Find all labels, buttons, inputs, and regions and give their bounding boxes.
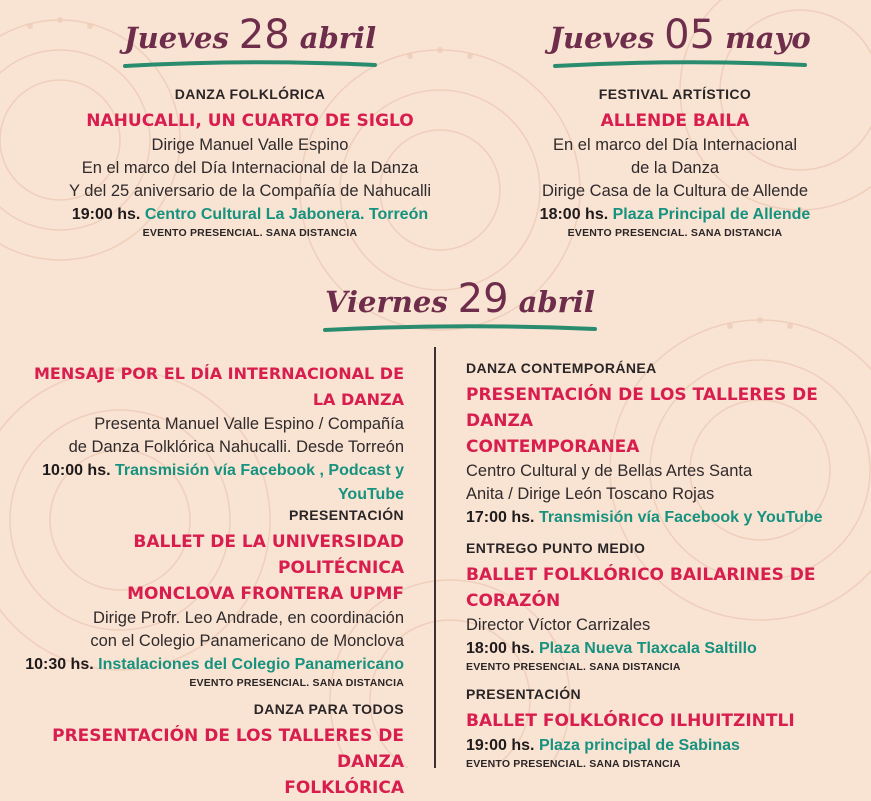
month: abril [299, 21, 377, 55]
event-title: BALLET FOLKLÓRICO ILHUITZINTLI [466, 711, 795, 731]
event-time: 19:00 hs. [466, 737, 535, 754]
month: mayo [725, 21, 811, 55]
event-description-line: de Danza Folklórica Nahucalli. Desde Torreón [68, 438, 404, 456]
event-category: DANZA CONTEMPORÁNEA [466, 360, 657, 376]
event-note: EVENTO PRESENCIAL. SANA DISTANCIA [189, 677, 404, 689]
event-title: ALLENDE BAILA [600, 111, 750, 131]
event-time-venue [466, 506, 856, 530]
day-number: 29 [457, 276, 509, 322]
event-time: 19:00 hs. [71, 206, 141, 223]
event-title: CONTEMPORANEA [466, 437, 640, 457]
event-title: MENSAJE POR EL DÍA INTERNACIONAL DE LA DANZA [33, 364, 404, 409]
event-venue: Transmisión vía Facebook , Podcast y [115, 462, 404, 479]
day-header-thu-28 [110, 12, 390, 70]
event-venue: Plaza Principal de Allende [612, 206, 811, 223]
event-description-line: Centro Cultural y de Bellas Artes Santa [466, 462, 753, 480]
event-title: FOLKLÓRICA [284, 778, 404, 798]
event-description-line: Dirige Casa de la Cultura de Allende [542, 182, 808, 200]
day-number: 28 [238, 12, 290, 58]
column-divider [434, 347, 436, 768]
event-category: PRESENTACIÓN [289, 507, 404, 523]
event-note: EVENTO PRESENCIAL. SANA DISTANCIA [466, 758, 681, 770]
event-time: 10:00 hs. [42, 462, 111, 479]
event-description-line: Director Víctor Carrizales [466, 616, 651, 634]
event-venue: Plaza Nueva Tlaxcala Saltillo [538, 640, 757, 657]
event-title: BALLET FOLKLÓRICO BAILARINES DE CORAZÓN [466, 565, 816, 611]
event-title: BALLET DE LA UNIVERSIDAD POLITÉCNICA [133, 532, 404, 578]
event-category: DANZA FOLKLÓRICA [174, 86, 326, 102]
event-category: ENTREGO PUNTO MEDIO [466, 540, 646, 556]
event-title: PRESENTACIÓN DE LOS TALLERES DE DANZA [466, 385, 818, 431]
event-description-line: con el Colegio Panamericano de Monclova [90, 632, 404, 650]
event-description-line: Dirige Manuel Valle Espino [151, 136, 349, 154]
event-allende-baila [500, 86, 850, 239]
event-category: PRESENTACIÓN [466, 686, 581, 702]
event-venue: Plaza principal de Sabinas [538, 737, 740, 754]
header-underline [120, 58, 380, 70]
event-time-venue [466, 637, 856, 661]
header-underline [550, 58, 810, 70]
event-time: 18:00 hs. [466, 640, 535, 657]
event-title: PRESENTACIÓN DE LOS TALLERES DE DANZA [52, 726, 404, 772]
day-header-text [535, 12, 825, 58]
event-venue-line [20, 483, 404, 507]
event-time: 18:00 hs. [539, 206, 609, 223]
event-description-line: de la Danza [630, 159, 720, 177]
event-category: FESTIVAL ARTÍSTICO [598, 86, 752, 102]
event-venue: Centro Cultural La Jabonera. Torreón [144, 206, 429, 223]
day-header-fri-29 [300, 276, 620, 334]
weekday: Jueves [549, 21, 655, 55]
event-time-venue [466, 734, 856, 758]
event-time: 17:00 hs. [466, 509, 535, 526]
event-description-line: En el marco del Día Internacional [553, 136, 797, 154]
header-underline [320, 322, 600, 334]
event-description-line: Anita / Dirige León Toscano Rojas [466, 485, 715, 503]
event-bailarines-de-corazon [466, 540, 856, 673]
event-time-venue [20, 459, 404, 483]
day-header-thu-05 [535, 12, 825, 70]
event-description-line: Y del 25 aniversario de la Compañía de Nahucalli [68, 182, 431, 200]
event-venue: YouTube [337, 486, 404, 503]
event-venue: Transmisión vía Facebook y YouTube [538, 509, 823, 526]
event-category: DANZA PARA TODOS [253, 701, 404, 717]
event-mensaje [20, 361, 404, 507]
weekday: Viernes [325, 285, 448, 319]
event-time-venue [500, 203, 850, 227]
day-number: 05 [664, 12, 716, 58]
event-note: EVENTO PRESENCIAL. SANA DISTANCIA [142, 227, 358, 239]
event-time-venue [20, 653, 404, 677]
event-upmf [20, 507, 404, 689]
event-description-line: En el marco del Día Internacional de la Danza [81, 159, 419, 177]
event-ilhuitzintli [466, 686, 856, 770]
month: abril [518, 285, 595, 319]
event-note: EVENTO PRESENCIAL. SANA DISTANCIA [567, 227, 783, 239]
event-venue: Instalaciones del Colegio Panamericano [98, 656, 404, 673]
event-description-line: Dirige Profr. Leo Andrade, en coordinación [93, 609, 404, 627]
event-note: EVENTO PRESENCIAL. SANA DISTANCIA [466, 661, 681, 673]
event-description-line: Presenta Manuel Valle Espino / Compañía [94, 415, 404, 433]
event-time-venue [30, 203, 470, 227]
weekday: Jueves [123, 21, 229, 55]
event-title: MONCLOVA FRONTERA UPMF [127, 584, 404, 604]
event-danza-para-todos [20, 701, 404, 801]
event-title: NAHUCALLI, UN CUARTO DE SIGLO [86, 111, 414, 131]
day-header-text [110, 12, 390, 58]
day-header-text [300, 276, 620, 322]
event-time: 10:30 hs. [25, 656, 94, 673]
event-contemporanea [466, 360, 856, 530]
event-nahucalli [30, 86, 470, 239]
